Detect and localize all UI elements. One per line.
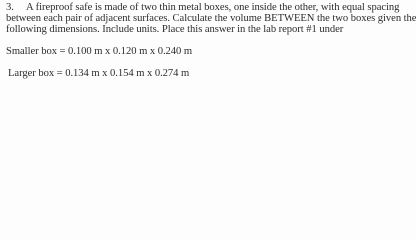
smaller-box-dimensions: Smaller box = 0.100 m x 0.120 m x 0.240 m (6, 46, 193, 57)
problem-statement-line-3: following dimensions. Include units. Place this answer in the lab report #1 under (6, 24, 344, 35)
problem-number: 3. (6, 2, 14, 13)
problem-statement-line-1: A fireproof safe is made of two thin metal boxes, one inside the other, with equal spacing (26, 2, 400, 13)
larger-box-dimensions: Larger box = 0.134 m x 0.154 m x 0.274 m (8, 68, 190, 79)
problem-statement-line-2: between each pair of adjacent surfaces. Calculate the volume BETWEEN the two boxes given the (6, 13, 416, 24)
